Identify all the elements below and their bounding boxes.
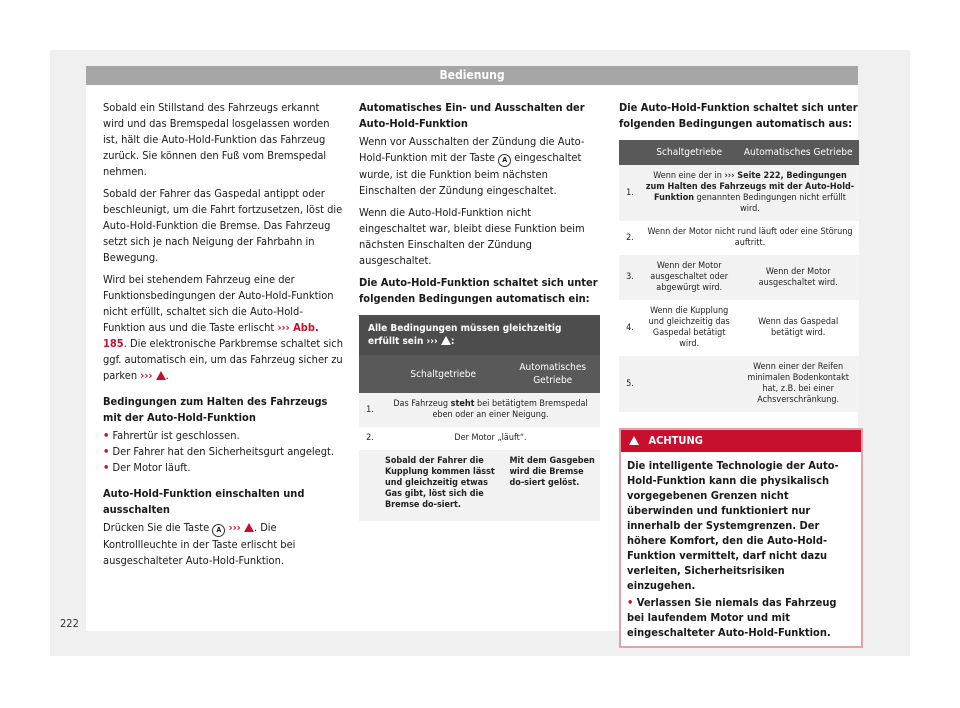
table-header: Automatisches Getriebe — [505, 355, 600, 393]
deactivation-table — [619, 140, 859, 412]
table-row: Sobald der Fahrer die Kupplung kommen lässt und gleichzeitig etwas Gas gibt, löst sich die Bremse do-siert. Mit dem Gasgeben wird die Bremse do-siert gelöst. — [359, 450, 600, 521]
warning-box-body — [621, 452, 861, 646]
table-header: Automatisches Getriebe — [737, 140, 859, 165]
page-number: 222 — [60, 617, 79, 630]
table-caption: Alle Bedingungen müssen gleichzeitig erfüllt sein ››› : — [359, 315, 600, 355]
table-row: 3. Wenn der Motor ausgeschaltet oder abgewürgt wird. Wenn der Motor ausgeschaltet wird. — [619, 255, 859, 300]
table-row: 1. Wenn eine der in ››› Seite 222, Bedingungen zum Halten des Fahrzeugs mit der Auto-Hold-Funktion genannten Bedingungen nicht erfüllt wird. — [619, 165, 859, 221]
column-1 — [103, 100, 343, 575]
table-header: Schaltgetriebe — [381, 355, 505, 393]
warning-box-header: ACHTUNG — [621, 430, 861, 452]
table-row: 4. Wenn die Kupplung und gleichzeitig das Gaspedal betätigt wird. Wenn das Gaspedal betätigt wird. — [619, 300, 859, 356]
heading: Automatisches Ein- und Ausschalten der Auto-Hold-Funktion — [359, 101, 585, 130]
table-row: 2. Der Motor „läuft“. — [359, 427, 600, 450]
section-header: Bedienung — [86, 66, 858, 85]
warning-icon — [156, 371, 166, 380]
warning-box — [619, 428, 863, 648]
table-header-empty — [359, 355, 381, 393]
heading: Auto-Hold-Funktion einschalten und ausschalten — [103, 487, 305, 516]
heading: Die Auto-Hold-Funktion schaltet sich unter folgenden Bedingungen automatisch ein: — [359, 276, 598, 305]
table-row: 1. Das Fahrzeug steht bei betätigtem Bremspedal eben oder an einer Neigung. — [359, 393, 600, 427]
paragraph: Wenn vor Ausschalten der Zündung die Auto-Hold-Funktion mit der Taste A eingeschaltet wurde, ist die Funktion beim nächsten Einschalten der Zündung eingeschaltet. — [359, 135, 585, 197]
list-item: • Der Motor läuft. — [103, 461, 191, 474]
table-row: 2. Wenn der Motor nicht rund läuft oder eine Störung auftritt. — [619, 221, 859, 255]
column-2 — [359, 100, 600, 521]
warning-text: Die intelligente Technologie der Auto-Hold-Funktion kann die physikalisch vorgegebenen Grenzen nicht überwinden und funktioniert nur innerhalb der Systemgrenzen. Der höhere Komfort, den die Auto-Hold-Funktion vermittelt, darf nicht dazu verleiten, Sicherheitsrisiken einzugehen. — [627, 459, 839, 592]
text: Wird bei stehendem Fahrzeug eine der Funktionsbedingungen der Auto-Hold-Funktion nicht erfüllt, schaltet sich die Auto-Hold-Funktion aus und die Taste erlischt — [103, 273, 334, 334]
auto-hold-button-icon: A — [498, 154, 511, 167]
paragraph: Sobald ein Stillstand des Fahrzeugs erkannt wird und das Bremspedal losgelassen worden ist, hält die Auto-Hold-Funktion das Fahrzeug zurück. Sie können den Fuß vom Bremspedal nehmen. — [103, 101, 330, 178]
paragraph: Wenn die Auto-Hold-Funktion nicht eingeschaltet war, bleibt diese Funktion beim nächsten Einschalten der Zündung ausgeschaltet. — [359, 206, 585, 267]
heading: Bedingungen zum Halten des Fahrzeugs mit der Auto-Hold-Funktion — [103, 395, 328, 424]
auto-hold-button-icon: A — [212, 524, 225, 537]
table-row: 5. Wenn einer der Reifen minimalen Bodenkontakt hat, z.B. bei einer Achsverschränkung. — [619, 356, 859, 412]
table-header: Schaltgetriebe — [641, 140, 737, 165]
paragraph: Wird bei stehendem Fahrzeug eine der Funktionsbedingungen der Auto-Hold-Funktion nicht erfüllt, schaltet sich die Auto-Hold-Funktion aus und die Taste erlischt ››› Abb. 185. Die elektronische Parkbremse schaltet sich ggf. automatisch ein, um das Fahrzeug sicher zu parken ››› . — [103, 273, 343, 382]
column-3 — [619, 100, 859, 412]
list-item: • Fahrertür ist geschlossen. — [103, 429, 240, 442]
warning-link[interactable]: ››› — [228, 521, 241, 534]
figure-link[interactable]: ››› Abb. 185 — [103, 321, 319, 350]
paragraph: Drücken Sie die Taste A ››› . Die Kontrollleuchte in der Taste erlischt bei ausgeschalteter Auto-Hold-Funktion. — [103, 521, 296, 567]
warning-icon — [441, 336, 451, 345]
warning-bullet: • Verlassen Sie niemals das Fahrzeug bei laufendem Motor und mit eingeschalteter Auto-Hold-Funktion. — [627, 596, 837, 639]
table-header-empty — [619, 140, 641, 165]
conditions-table — [359, 315, 600, 521]
paragraph: Sobald der Fahrer das Gaspedal antippt oder beschleunigt, um die Fahrt fortzusetzen, löst die Auto-Hold-Funktion die Bremse. Das Fahrzeug setzt sich je nach Neigung der Fahrbahn in Bewegung. — [103, 187, 343, 264]
heading: Die Auto-Hold-Funktion schaltet sich unter folgenden Bedingungen automatisch aus: — [619, 101, 858, 130]
text: . Die elektronische Parkbremse schaltet sich ggf. automatisch ein, um das Fahrzeug sicher zu parken — [103, 337, 343, 382]
warning-link[interactable]: ››› — [140, 369, 153, 382]
warning-icon — [244, 523, 254, 532]
warning-icon — [629, 436, 639, 445]
list-item: • Der Fahrer hat den Sicherheitsgurt angelegt. — [103, 445, 335, 458]
